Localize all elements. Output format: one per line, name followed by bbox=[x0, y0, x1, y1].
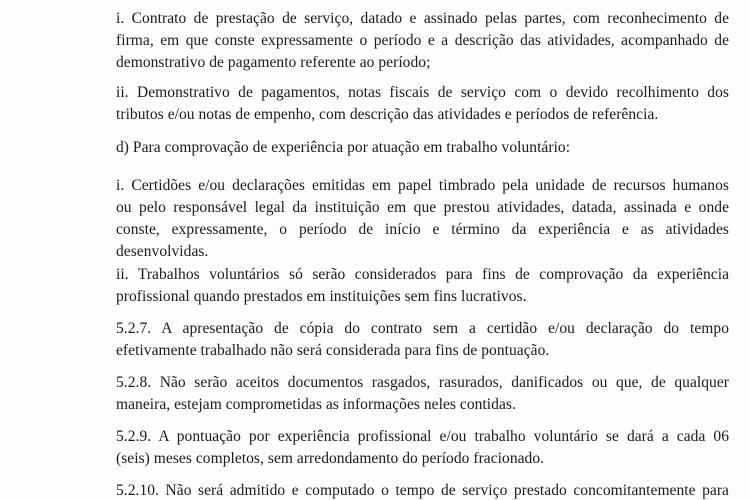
paragraph-item-i-certidoes bbox=[116, 175, 729, 263]
text-line: (seis) meses completos, sem arredondamento do período fracionado. bbox=[116, 450, 545, 467]
text-line: desenvolvidas. bbox=[116, 243, 209, 260]
text-line: 5.2.10. Não será admitido e computado o tempo de serviço prestado concomitantemente para bbox=[116, 482, 729, 499]
text-line: d) Para comprovação de experiência por atuação em trabalho voluntário: bbox=[116, 139, 571, 156]
paragraph-item-5-2-9 bbox=[116, 426, 729, 470]
text-line: efetivamente trabalhado não será considerada para fins de pontuação. bbox=[116, 342, 550, 359]
paragraph-item-i-contrato bbox=[116, 8, 729, 74]
text-line: profissional quando prestados em instituições sem fins lucrativos. bbox=[116, 288, 527, 305]
text-line: conste, expressamente, o período de início e término da experiência e as atividades bbox=[116, 221, 729, 238]
text-line: ii. Trabalhos voluntários só serão considerados para fins de comprovação da experiência bbox=[116, 266, 729, 283]
text-line: 5.2.8. Não serão aceitos documentos rasgados, rasurados, danificados ou que, de qualquer bbox=[116, 374, 729, 391]
text-line: 5.2.9. A pontuação por experiência profissional e/ou trabalho voluntário se dará a cada 06 bbox=[116, 428, 729, 445]
text-line: maneira, estejam comprometidas as informações neles contidas. bbox=[116, 396, 516, 413]
text-line: ii. Demonstrativo de pagamentos, notas fiscais de serviço com o devido recolhimento dos bbox=[116, 84, 729, 101]
paragraph-item-5-2-8 bbox=[116, 372, 729, 416]
text-line: 5.2.7. A apresentação de cópia do contrato sem a certidão e/ou declaração do tempo bbox=[116, 320, 729, 337]
text-line: firma, em que conste expressamente o período e a descrição das atividades, acompanhado de bbox=[116, 32, 729, 49]
paragraph-item-ii-demonstrativo bbox=[116, 82, 729, 126]
text-line: tributos e/ou notas de empenho, com descrição das atividades e períodos de referência. bbox=[116, 106, 659, 123]
paragraph-item-5-2-7 bbox=[116, 318, 729, 362]
text-line: i. Certidões e/ou declarações emitidas em papel timbrado pela unidade de recursos humanos bbox=[116, 177, 729, 194]
paragraph-item-ii-trabalhos bbox=[116, 264, 729, 308]
text-line: ou pelo responsável legal da instituição em que prestou atividades, datada, assinada e onde bbox=[116, 199, 729, 216]
paragraph-item-5-2-10 bbox=[116, 480, 729, 500]
text-line: demonstrativo de pagamento referente ao período; bbox=[116, 54, 431, 71]
paragraph-item-d-voluntario bbox=[116, 137, 729, 159]
text-line: i. Contrato de prestação de serviço, datado e assinado pelas partes, com reconhecimento de bbox=[116, 10, 729, 27]
